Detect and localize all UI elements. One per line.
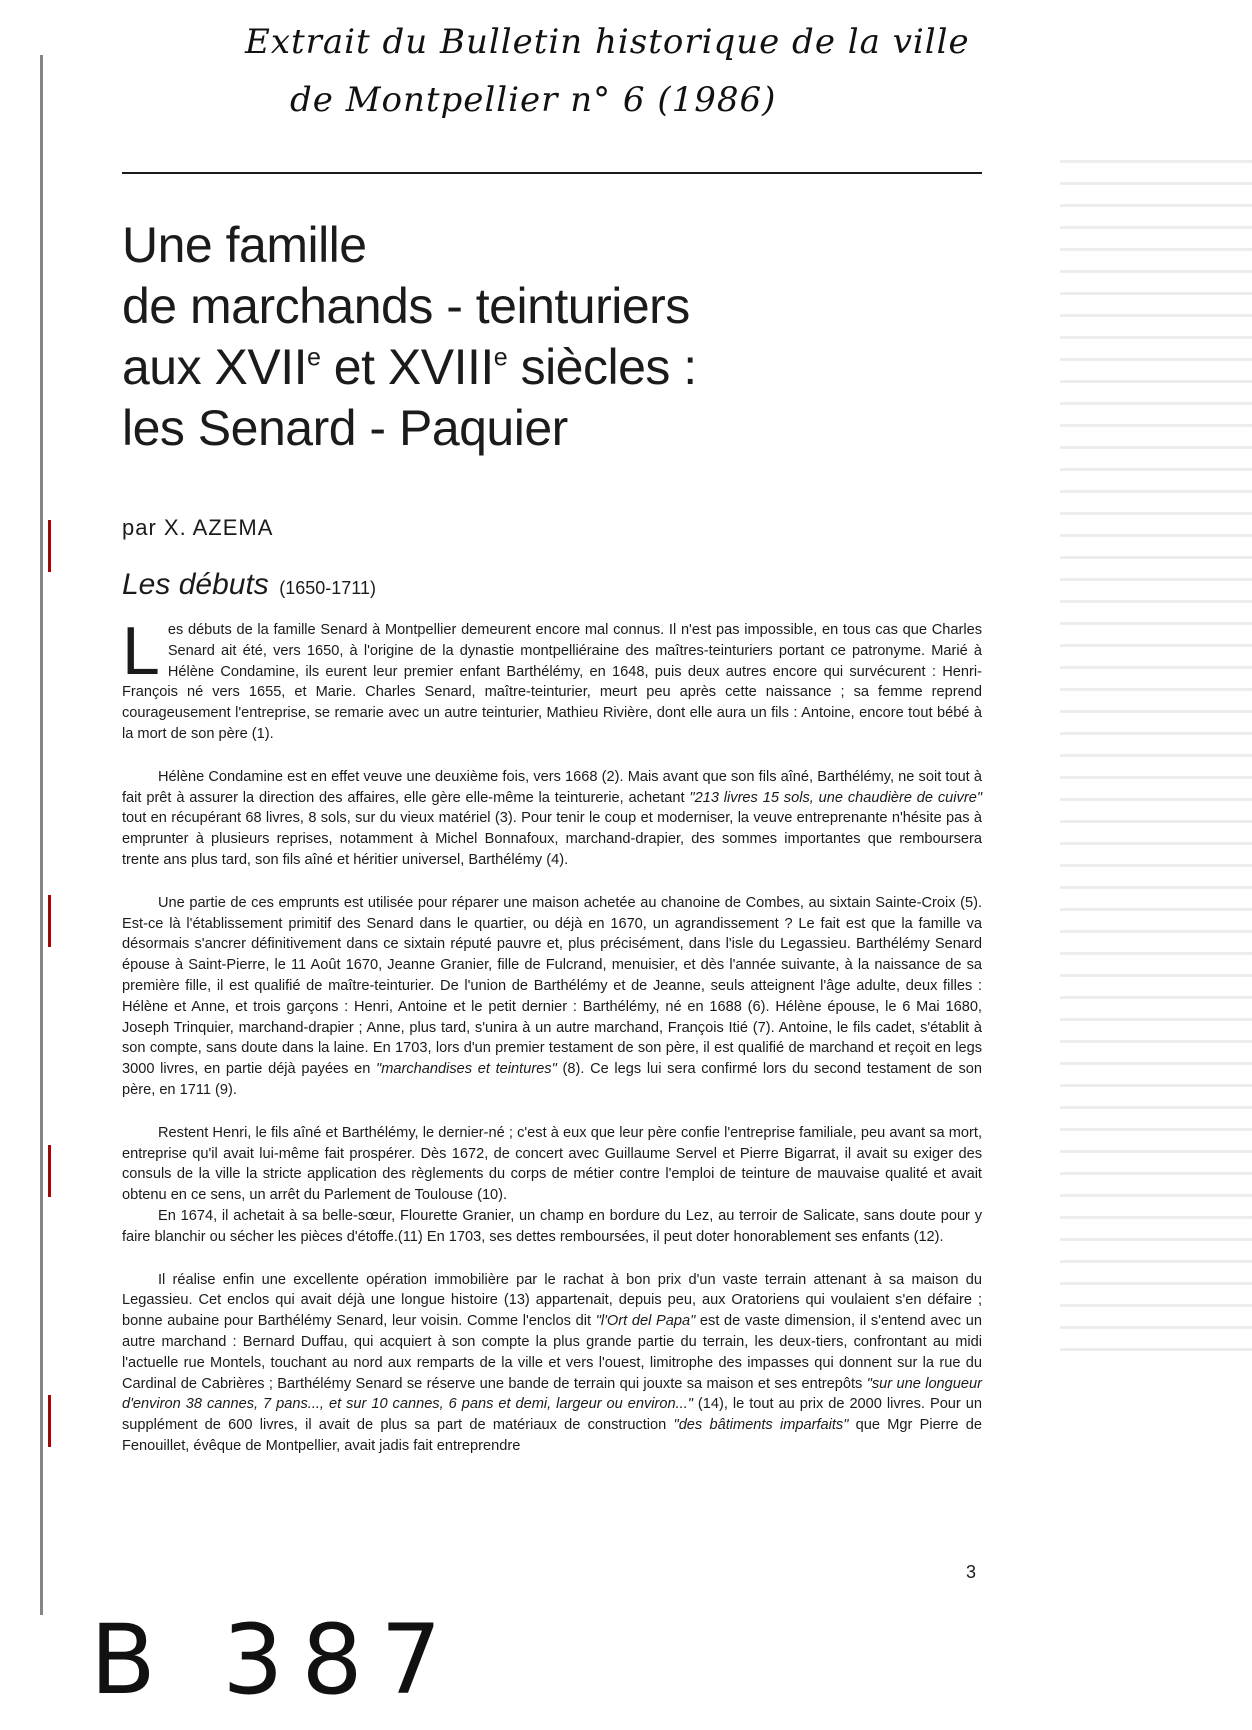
article-title	[122, 215, 697, 459]
title-line-3a: aux XVII	[122, 339, 307, 395]
paragraph-text: (14), le tout au prix de 2000 livres. Pour un supplément de 600 livres, il avait de plus sa part de matériaux de construction	[122, 1396, 982, 1434]
paragraph-text: es débuts de la famille Senard à Montpellier demeurent encore mal connus. Il n'est pas impossible, en tous cas que Charles Senard ait été, vers 1650, à l'origine de la dynastie montpelliéraine des maîtres-teinturiers portant ce patronyme. Marié à Hélène Condamine, ils eurent leur premier enfant Barthélémy, en 1648, puis deux autres encore qui survécurent : Henri-François né vers 1655, et Marie. Charles Senard, maître-teinturier, meurt peu après cette naissance ; sa femme reprend courageusement l'entreprise, se remarie avec un autre teinturier, Mathieu Rivière, dont elle aura un fils : Antoine, encore tout bébé à la mort de son père (1).	[122, 622, 982, 742]
quotation: "marchandises et teintures"	[376, 1061, 557, 1078]
paragraph-text: Une partie de ces emprunts est utilisée pour réparer une maison achetée au chanoine de Combes, au sixtain Sainte-Croix (5). Est-ce là l'établissement primitif des Senard dans le quartier, ou déjà en 1670, un agrandissement ? Le fait est que la famille va désormais s'ancrer définitivement dans ce sixtain réputé pauvre et, plus précisément, dans l'isle du Legassieu. Barthélémy Senard épouse à Saint-Pierre, le 11 Août 1670, Jeanne Granier, fille de Fulcrand, menuisier, et dès l'année suivante, à la naissance de sa première fille, il est qualifié de maître-teinturier. De l'union de Barthélémy et de Jeanne, seuls atteignent l'âge adulte, deux filles : Hélène et Anne, et trois garçons : Henri, Antoine et le petit dernier : Barthélémy, né en 1688 (6). Hélène épouse, le 6 Mai 1680, Joseph Trinquier, marchand-drapier ; Anne, plus tard, s'unira à un autre marchand, François Itié (7). Antoine, le fils cadet, s'établit à son compte, sans doute dans la laine. En 1703, lors d'un premier testament de son père, il est qualifié de marchand et reçoit en legs 3000 livres, en partie déjà payées en	[122, 894, 982, 1078]
margin-mark	[48, 1395, 51, 1447]
title-line-3	[122, 337, 697, 398]
paragraph-text: que Mgr Pierre de Fenouillet, évêque de Montpellier, avait jadis fait entreprendre	[122, 1417, 982, 1454]
section-dates: (1650-1711)	[279, 578, 376, 598]
paragraph-text: Hélène Condamine est en effet veuve une deuxième fois, vers 1668 (2). Mais avant que son fils aîné, Barthélémy, ne soit tout à fait prêt à assurer la direction des affaires, elle gère elle-même la teinturerie, achetant	[122, 768, 982, 806]
paragraph-text: (8). Ce legs lui sera confirmé lors du second testament de son père, en 1711 (9).	[122, 1061, 983, 1098]
section-title: Les débuts	[122, 568, 269, 601]
paragraph-text: Il réalise enfin une excellente opération immobilière par le rachat à bon prix d'un vaste terrain attenant à sa maison du Legassieu. Cet enclos qui avait déjà une longue histoire (13) appartenait, depuis peu, aux Oratoriens qui voulaient s'en défaire ; bonne aubaine pour Barthélémy Senard, leur voisin. Comme l'enclos dit	[122, 1271, 982, 1330]
quotation: "sur une longueur d'environ 38 cannes, 7 pans..., et sur 10 cannes, 6 pans et demi, largeur ou environ..."	[122, 1375, 982, 1413]
page-number: 3	[966, 1562, 977, 1582]
title-superscript: e	[493, 343, 508, 372]
paragraph-3	[122, 893, 982, 1101]
margin-mark	[48, 520, 51, 572]
section-heading	[122, 568, 376, 602]
margin-mark	[48, 1145, 51, 1197]
paragraph-text: tout en récupérant 68 livres, 8 sols, sur du vieux matériel (3). Pour tenir le coup et moderniser, la veuve entreprenante n'hésite pas à emprunter à plusieurs reprises, notamment à Michel Bonnafoux, marchand-drapier, des sommes importantes que remboursera trente ans plus tard, son fils aîné et héritier universel, Barthélémy (4).	[122, 810, 982, 868]
quotation: "des bâtiments imparfaits"	[673, 1417, 849, 1434]
title-line-2: de marchands - teinturiers	[122, 278, 690, 334]
author-byline: par X. AZEMA	[122, 515, 274, 540]
quotation: "213 livres 15 sols, une chaudière de cuivre"	[689, 789, 982, 806]
archive-stamp: B 387	[90, 1604, 460, 1716]
paragraph-1	[122, 613, 982, 745]
article-body	[122, 613, 983, 1479]
paragraph-4: Restent Henri, le fils aîné et Barthélémy, le dernier-né ; c'est à eux que leur père confie l'entreprise familiale, peu avant sa mort, entreprise qu'il avait lui-même fait prospérer. Dès 1672, de concert avec Guillaume Servel et Pierre Bigarrat, il avait su exiger des consuls de la ville la stricte application des règlements du corps de métier contre l'emploi de teinture de mauvaise qualité et avait obtenu en ce sens, un arrêt du Parlement de Toulouse (10).	[122, 1124, 982, 1204]
paragraph-2	[122, 767, 982, 871]
title-line-3c: siècles :	[507, 339, 697, 395]
drop-cap: L	[122, 613, 160, 689]
margin-mark	[48, 895, 51, 947]
header-rule	[122, 172, 982, 174]
title-line-1: Une famille	[122, 217, 367, 273]
title-line-3b: et XVIII	[320, 339, 494, 395]
title-line-4: les Senard - Paquier	[122, 400, 568, 456]
binding-line	[40, 55, 43, 1615]
paragraph-5: En 1674, il achetait à sa belle-sœur, Flourette Granier, un champ en bordure du Lez, au terroir de Salicate, sans doute pour y faire blanchir ou sécher les pièces d'étoffe.(11) En 1703, ses dettes remboursées, il peut doter honorablement ses enfants (12).	[122, 1207, 982, 1245]
show-through-text	[1060, 160, 1252, 1360]
handwritten-note-line1: Extrait du Bulletin historique de la ville	[245, 22, 970, 62]
title-superscript: e	[307, 343, 321, 372]
paragraph-6	[122, 1270, 982, 1457]
handwritten-note-line2: de Montpellier n° 6 (1986)	[290, 80, 777, 120]
paragraph-text: est de vaste dimension, il s'entend avec un autre marchand : Bernard Duffau, qui acquiert à son compte la plus grande partie du terrain, les deux-tiers, confrontant au midi l'actuelle rue Montels, touchant au nord aux remparts de la ville et vers l'ouest, limitrophe des impasses qui donnent sur la rue du Cardinal de Cabrières ; Barthélémy Senard se réserve une bande de terrain qui jouxte sa maison et ses entrepôts	[122, 1313, 982, 1392]
quotation: "l'Ort del Papa"	[595, 1313, 696, 1330]
